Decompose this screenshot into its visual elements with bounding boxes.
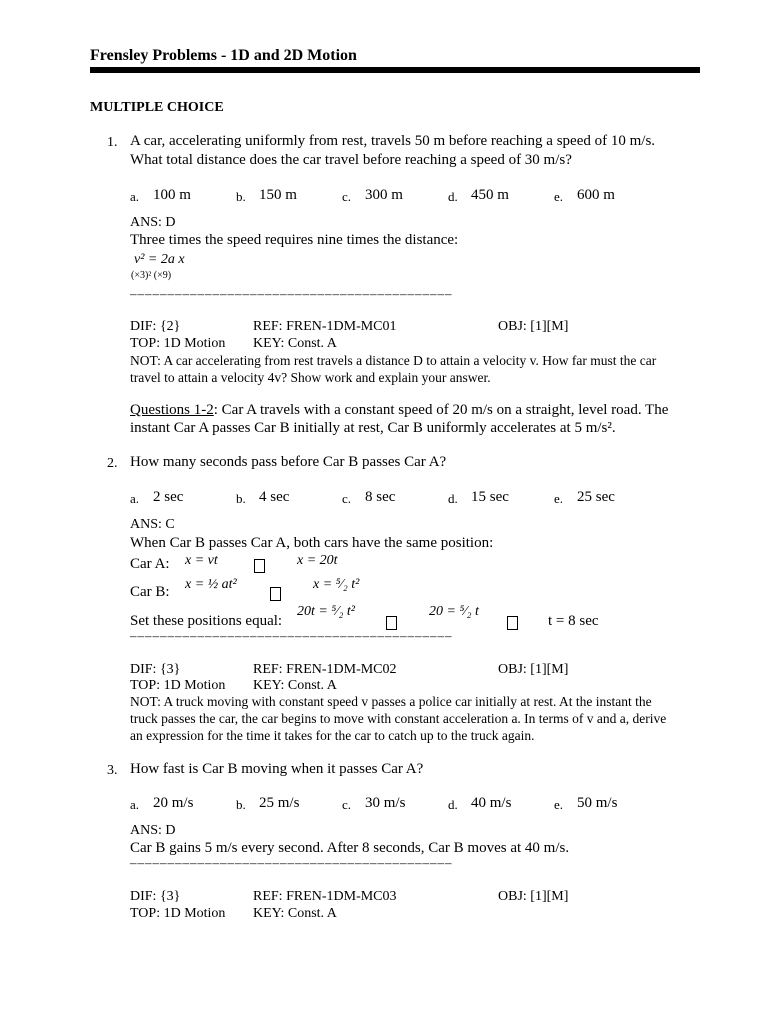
explanation-3: Car B gains 5 m/s every second. After 8 seconds, Car B moves at 40 m/s. bbox=[130, 840, 570, 856]
note-2-line-2: truck passes the car, the car begins to move with constant acceleration a. In terms of v and a, derive bbox=[130, 711, 667, 726]
dif-3: DIF: {3} bbox=[130, 889, 181, 904]
implies-box-icon bbox=[270, 585, 281, 603]
option-value: 600 m bbox=[577, 187, 615, 203]
question-1-line-2: What total distance does the car travel before reaching a speed of 30 m/s? bbox=[130, 152, 572, 168]
set-eq-2: 20 = ⁵⁄₂ t bbox=[429, 604, 479, 619]
obj-1: OBJ: [1][M] bbox=[498, 319, 569, 334]
formula-1: v² = 2a x bbox=[134, 252, 185, 267]
setup-label: Questions 1-2 bbox=[130, 402, 214, 418]
option-letter: d. bbox=[448, 189, 458, 204]
set-eq-1: 20t = ⁵⁄₂ t² bbox=[297, 604, 355, 619]
option-value: 40 m/s bbox=[471, 795, 512, 811]
answer-1: ANS: D bbox=[130, 215, 176, 230]
option-letter: d. bbox=[448, 797, 458, 812]
option-value: 300 m bbox=[365, 187, 403, 203]
option-letter: a. bbox=[130, 189, 140, 204]
ref-3: REF: FREN-1DM-MC03 bbox=[253, 889, 397, 904]
option-letter: a. bbox=[130, 797, 140, 812]
option-letter: b. bbox=[236, 797, 246, 812]
car-b-eq-1: x = ½ at² bbox=[185, 577, 237, 592]
dif-2: DIF: {3} bbox=[130, 662, 181, 677]
car-b-eq-2: x = ⁵⁄₂ t² bbox=[313, 577, 360, 592]
option-value: 450 m bbox=[471, 187, 509, 203]
section-heading: MULTIPLE CHOICE bbox=[90, 100, 224, 115]
document-title: Frensley Problems - 1D and 2D Motion bbox=[90, 47, 357, 64]
option-value: 25 m/s bbox=[259, 795, 300, 811]
car-a-label: Car A: bbox=[130, 556, 170, 572]
option-value: 25 sec bbox=[577, 489, 615, 505]
setup-text: : Car A travels with a constant speed of 20 m/s on a straight, level road. The bbox=[213, 402, 669, 418]
question-3-text: How fast is Car B moving when it passes Car A? bbox=[130, 761, 424, 777]
option-value: 50 m/s bbox=[577, 795, 618, 811]
option-letter: b. bbox=[236, 189, 246, 204]
option-letter: c. bbox=[342, 797, 352, 812]
note-2-line-1: NOT: A truck moving with constant speed v passes a police car initially at rest. At the instant the bbox=[130, 694, 652, 709]
answer-3: ANS: D bbox=[130, 823, 176, 838]
key-2: KEY: Const. A bbox=[253, 678, 337, 693]
option-value: 8 sec bbox=[365, 489, 396, 505]
note-1-line-1: NOT: A car accelerating from rest travels a distance D to attain a velocity v. How far must the car bbox=[130, 353, 657, 368]
option-letter: a. bbox=[130, 491, 140, 506]
ref-2: REF: FREN-1DM-MC02 bbox=[253, 662, 397, 677]
ref-1: REF: FREN-1DM-MC01 bbox=[253, 319, 397, 334]
dif-1: DIF: {2} bbox=[130, 319, 181, 334]
explanation-1: Three times the speed requires nine times the distance: bbox=[130, 232, 459, 248]
option-letter: c. bbox=[342, 491, 352, 506]
option-letter: e. bbox=[554, 189, 564, 204]
implies-box-icon bbox=[254, 557, 265, 575]
result-2: t = 8 sec bbox=[548, 613, 599, 629]
question-2-text: How many seconds pass before Car B passes Car A? bbox=[130, 454, 447, 470]
setup-line-2: instant Car A passes Car B initially at rest, Car B uniformly accelerates at 5 m/s². bbox=[130, 420, 616, 436]
question-number-3: 3. bbox=[107, 763, 118, 778]
car-b-label: Car B: bbox=[130, 584, 170, 600]
top-2: TOP: 1D Motion bbox=[130, 678, 226, 693]
explanation-2: When Car B passes Car A, both cars have the same position: bbox=[130, 535, 494, 551]
top-1: TOP: 1D Motion bbox=[130, 336, 226, 351]
divider: ––––––––––––––––––––––––––––––––––––––––––– bbox=[130, 286, 453, 301]
option-value: 4 sec bbox=[259, 489, 290, 505]
option-value: 2 sec bbox=[153, 489, 184, 505]
key-1: KEY: Const. A bbox=[253, 336, 337, 351]
key-3: KEY: Const. A bbox=[253, 906, 337, 921]
note-2-line-3: an expression for the time it takes for the car to catch up to the truck again. bbox=[130, 728, 535, 743]
formula-1-sub: (×3)² (×9) bbox=[131, 270, 172, 281]
option-letter: c. bbox=[342, 189, 352, 204]
option-letter: b. bbox=[236, 491, 246, 506]
top-3: TOP: 1D Motion bbox=[130, 906, 226, 921]
question-number-2: 2. bbox=[107, 456, 118, 471]
car-a-eq-2: x = 20t bbox=[297, 553, 338, 568]
option-value: 30 m/s bbox=[365, 795, 406, 811]
question-1-line-1: A car, accelerating uniformly from rest, travels 50 m before reaching a speed of 10 m/s. bbox=[130, 133, 656, 149]
option-letter: e. bbox=[554, 797, 564, 812]
question-number-1: 1. bbox=[107, 135, 118, 150]
obj-3: OBJ: [1][M] bbox=[498, 889, 569, 904]
option-letter: e. bbox=[554, 491, 564, 506]
set-equal-label: Set these positions equal: bbox=[130, 613, 283, 629]
obj-2: OBJ: [1][M] bbox=[498, 662, 569, 677]
option-value: 150 m bbox=[259, 187, 297, 203]
divider: ––––––––––––––––––––––––––––––––––––––––––– bbox=[130, 855, 453, 870]
option-value: 100 m bbox=[153, 187, 191, 203]
setup-line-1 bbox=[130, 402, 668, 419]
option-value: 15 sec bbox=[471, 489, 509, 505]
title-rule bbox=[90, 67, 700, 73]
divider: ––––––––––––––––––––––––––––––––––––––––––– bbox=[130, 628, 453, 643]
option-value: 20 m/s bbox=[153, 795, 194, 811]
car-a-eq-1: x = vt bbox=[185, 553, 218, 568]
note-1-line-2: travel to attain a velocity 4v? Show work and explain your answer. bbox=[130, 370, 491, 385]
option-letter: d. bbox=[448, 491, 458, 506]
answer-2: ANS: C bbox=[130, 517, 175, 532]
implies-box-icon bbox=[507, 614, 518, 632]
